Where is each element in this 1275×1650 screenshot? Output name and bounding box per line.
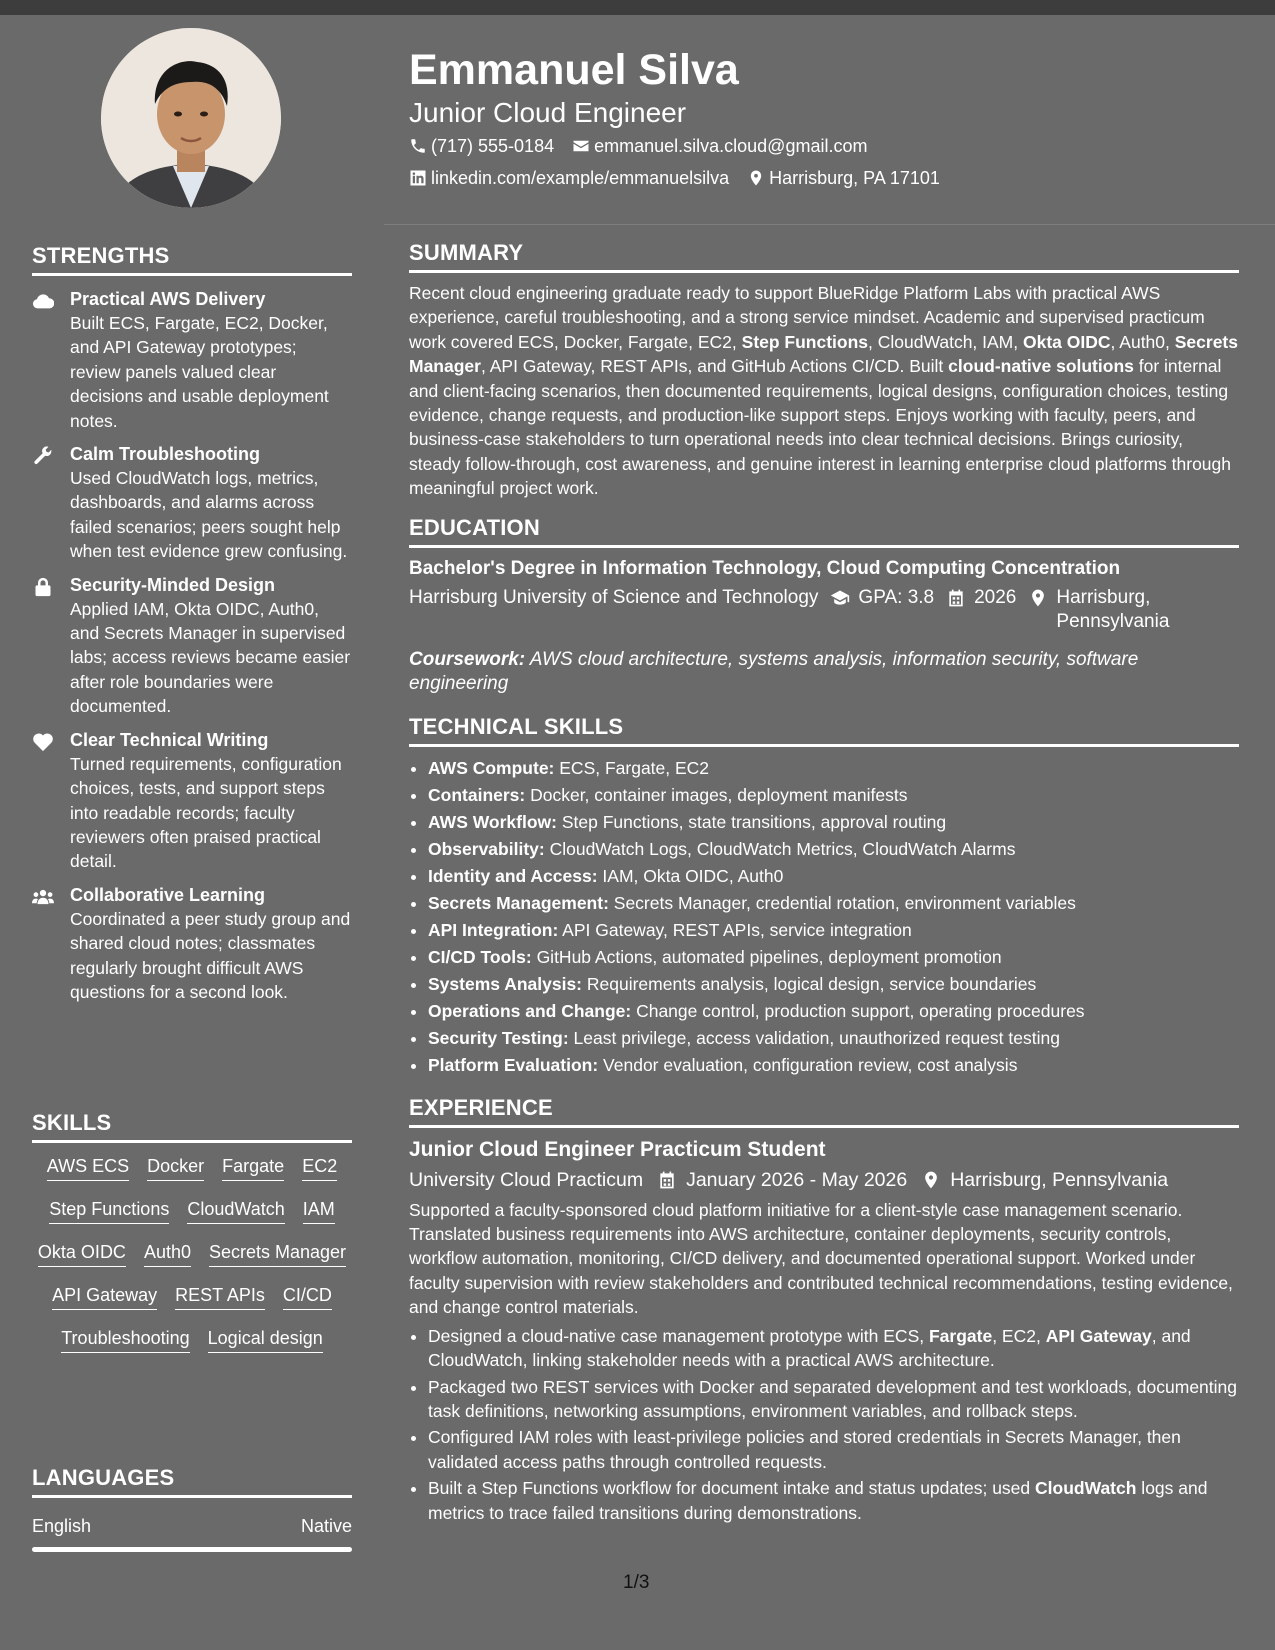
resume-header [409, 44, 1249, 194]
education-title: EDUCATION [409, 515, 1239, 548]
list-item: • CI/CD Tools: GitHub Actions, automated pipelines, deployment promotion [428, 944, 1239, 971]
page-number: 1/3 [623, 1572, 650, 1593]
header-divider [384, 224, 1275, 225]
contact-row [409, 162, 1249, 194]
strength-item [32, 443, 352, 564]
list-item: • Systems Analysis: Requirements analysis, logical design, service boundaries [428, 971, 1239, 998]
phone-icon [409, 137, 427, 155]
list-item: • Designed a cloud-native case management prototype with ECS, Fargate, EC2, API Gateway, and CloudWatch, linking stakeholder needs with a practical AWS architecture. [428, 1324, 1239, 1373]
main-content [409, 240, 1239, 1527]
job-details [409, 1166, 1239, 1194]
job-dates: January 2026 - May 2026 [686, 1168, 908, 1191]
language-row [32, 1510, 352, 1537]
list-item: • Identity and Access: IAM, Okta OIDC, Auth0 [428, 863, 1239, 890]
graduation-cap-icon [830, 588, 850, 608]
gpa-text: GPA: 3.8 [858, 586, 935, 608]
phone-text: (717) 555-0184 [431, 136, 555, 156]
experience-title: EXPERIENCE [409, 1095, 1239, 1128]
organization-name: University Cloud Practicum [409, 1168, 644, 1191]
languages-section [32, 1465, 352, 1552]
strength-item [32, 574, 352, 719]
wrench-icon [32, 443, 70, 564]
location-text: Harrisburg, PA 17101 [769, 168, 940, 188]
map-pin-icon [747, 169, 765, 187]
list-item: • Operations and Change: Change control, production support, operating procedures [428, 998, 1239, 1025]
calendar-icon [657, 1170, 677, 1190]
skill-tag: Logical design [208, 1327, 323, 1353]
strength-title: Calm Troubleshooting [70, 444, 261, 465]
strength-title: Clear Technical Writing [70, 729, 269, 750]
list-item: • API Integration: API Gateway, REST APIs, service integration [428, 917, 1239, 944]
graduation-year: 2026 [974, 586, 1017, 608]
lock-icon [32, 574, 70, 719]
list-item: • Configured IAM roles with least-privilege policies and stored credentials in Secrets Manager, then validated access paths through controlled requests. [428, 1425, 1239, 1474]
heart-icon [32, 729, 70, 874]
job-title: Junior Cloud Engineer Practicum Student [409, 1137, 826, 1161]
technical-skills-title: TECHNICAL SKILLS [409, 714, 1239, 747]
strength-description: Built ECS, Fargate, EC2, Docker, and API Gateway prototypes; review panels valued clear decisions and usable deployment notes. [70, 313, 329, 431]
strength-item [32, 884, 352, 1005]
profile-photo [101, 28, 281, 208]
list-item: • Packaged two REST services with Docker and separated development and test workloads, documenting task definitions, networking assumptions, environment variables, and rollback steps. [428, 1375, 1239, 1424]
job-location: Harrisburg, Pennsylvania [950, 1168, 1169, 1191]
email-link[interactable]: emmanuel.silva.cloud@gmail.com [594, 136, 868, 156]
education-details [409, 586, 1239, 634]
summary-title: SUMMARY [409, 240, 1239, 273]
list-item: • AWS Workflow: Step Functions, state transitions, approval routing [428, 809, 1239, 836]
strength-title: Practical AWS Delivery [70, 289, 266, 309]
summary-text: Recent cloud engineering graduate ready to support BlueRidge Platform Labs with practical AWS experience, careful troubleshooting, and a strong service mindset. Academic and supervised practicum work covered ECS, Docker, Fargate, EC2, Step Functions, CloudWatch, IAM, Okta OIDC, Auth0, Secrets Manager, API Gateway, REST APIs, and GitHub Actions CI/CD. Built cloud-native solutions for internal and client-facing scenarios, then documented requirements, logical designs, configuration choices, testing evidence, change requests, and production-like support steps. Enjoys working with faculty, peers, and business-case stakeholders to turn operational needs into clear technical decisions. Brings curiosity, steady follow-through, cost awareness, and genuine interest in learning enterprise cloud platforms through meaningful project work. [409, 283, 1238, 499]
language-level: Native [300, 1516, 352, 1536]
linkedin-icon [409, 169, 427, 187]
strength-title: Collaborative Learning [70, 884, 266, 905]
skill-tag: Step Functions [49, 1198, 169, 1224]
skill-tag: Auth0 [144, 1241, 191, 1267]
list-item: • Containers: Docker, container images, deployment manifests [428, 782, 1239, 809]
strength-description: Applied IAM, Okta OIDC, Auth0, and Secrets Manager in supervised labs; access reviews became easier after role boundaries were documented. [70, 598, 351, 717]
list-item: • Built a Step Functions workflow for document intake and status updates; used CloudWatch logs and metrics to trace failed transitions during demonstrations. [428, 1476, 1239, 1525]
skills-title: SKILLS [32, 1110, 352, 1143]
envelope-icon [572, 137, 590, 155]
map-pin-icon [921, 1170, 941, 1190]
strength-description: Coordinated a peer study group and shared cloud notes; classmates regularly brought difficult AWS questions for a second look. [70, 908, 351, 1002]
list-item: • Secrets Management: Secrets Manager, credential rotation, environment variables [428, 890, 1239, 917]
job-bullets [409, 1324, 1239, 1525]
education-location: Harrisburg, Pennsylvania [1056, 586, 1170, 632]
users-icon [32, 884, 70, 1005]
university-name: Harrisburg University of Science and Technology [409, 586, 819, 608]
strength-description: Used CloudWatch logs, metrics, dashboards, and alarms across failed scenarios; peers sought help when test evidence grew confusing. [70, 468, 348, 562]
top-bar [0, 0, 1275, 15]
linkedin-link[interactable]: linkedin.com/example/emmanuelsilva [431, 168, 730, 188]
skill-tag: CloudWatch [187, 1198, 284, 1224]
degree-title: Bachelor's Degree in Information Technology, Cloud Computing Concentration [409, 557, 1121, 579]
list-item: • Observability: CloudWatch Logs, CloudWatch Metrics, CloudWatch Alarms [428, 836, 1239, 863]
skill-tag: AWS ECS [47, 1155, 129, 1181]
skills-section [32, 1110, 352, 1370]
list-item: • Security Testing: Least privilege, access validation, unauthorized request testing [428, 1025, 1239, 1052]
map-pin-icon [1028, 588, 1048, 608]
strength-item [32, 729, 352, 874]
skill-tag: REST APIs [175, 1284, 265, 1310]
skill-tag: Okta OIDC [38, 1241, 126, 1267]
languages-title: LANGUAGES [32, 1465, 352, 1498]
calendar-icon [946, 588, 966, 608]
language-name: English [32, 1516, 92, 1536]
list-item: • AWS Compute: ECS, Fargate, EC2 [428, 755, 1239, 782]
strengths-section [32, 243, 352, 1014]
skill-tags [32, 1155, 352, 1370]
skill-tag: EC2 [302, 1155, 337, 1181]
strength-title: Security-Minded Design [70, 574, 276, 595]
skill-tag: Secrets Manager [209, 1241, 346, 1267]
skill-tag: Fargate [222, 1155, 284, 1181]
skill-tag: API Gateway [52, 1284, 157, 1310]
skill-tag: Troubleshooting [61, 1327, 189, 1353]
skill-tag: CI/CD [283, 1284, 332, 1310]
technical-skills-list [409, 755, 1239, 1079]
cloud-icon [32, 288, 70, 433]
coursework: Coursework: AWS cloud architecture, systems analysis, information security, software engineering [409, 648, 1139, 694]
strength-description: Turned requirements, configuration choices, tests, and support steps into readable records; faculty reviewers often praised practical detail. [70, 753, 342, 872]
contact-row [409, 130, 1249, 162]
candidate-role: Junior Cloud Engineer [409, 97, 687, 128]
skill-tag: Docker [147, 1155, 204, 1181]
skill-tag: IAM [303, 1198, 335, 1224]
strength-item [32, 288, 352, 433]
candidate-name: Emmanuel Silva [409, 46, 739, 94]
strengths-title: STRENGTHS [32, 243, 352, 276]
list-item: • Platform Evaluation: Vendor evaluation, configuration review, cost analysis [428, 1052, 1239, 1079]
language-level-bar [32, 1547, 352, 1552]
job-description: Supported a faculty-sponsored cloud platform initiative for a client-style case management scenario. Translated business requirements into AWS architecture, container deployments, security controls, workflow automation, monitoring, CI/CD delivery, and documented operational support. Worked under faculty supervision with review stakeholders and contributed technical recommendations, testing evidence, and change control materials. [409, 1199, 1233, 1318]
